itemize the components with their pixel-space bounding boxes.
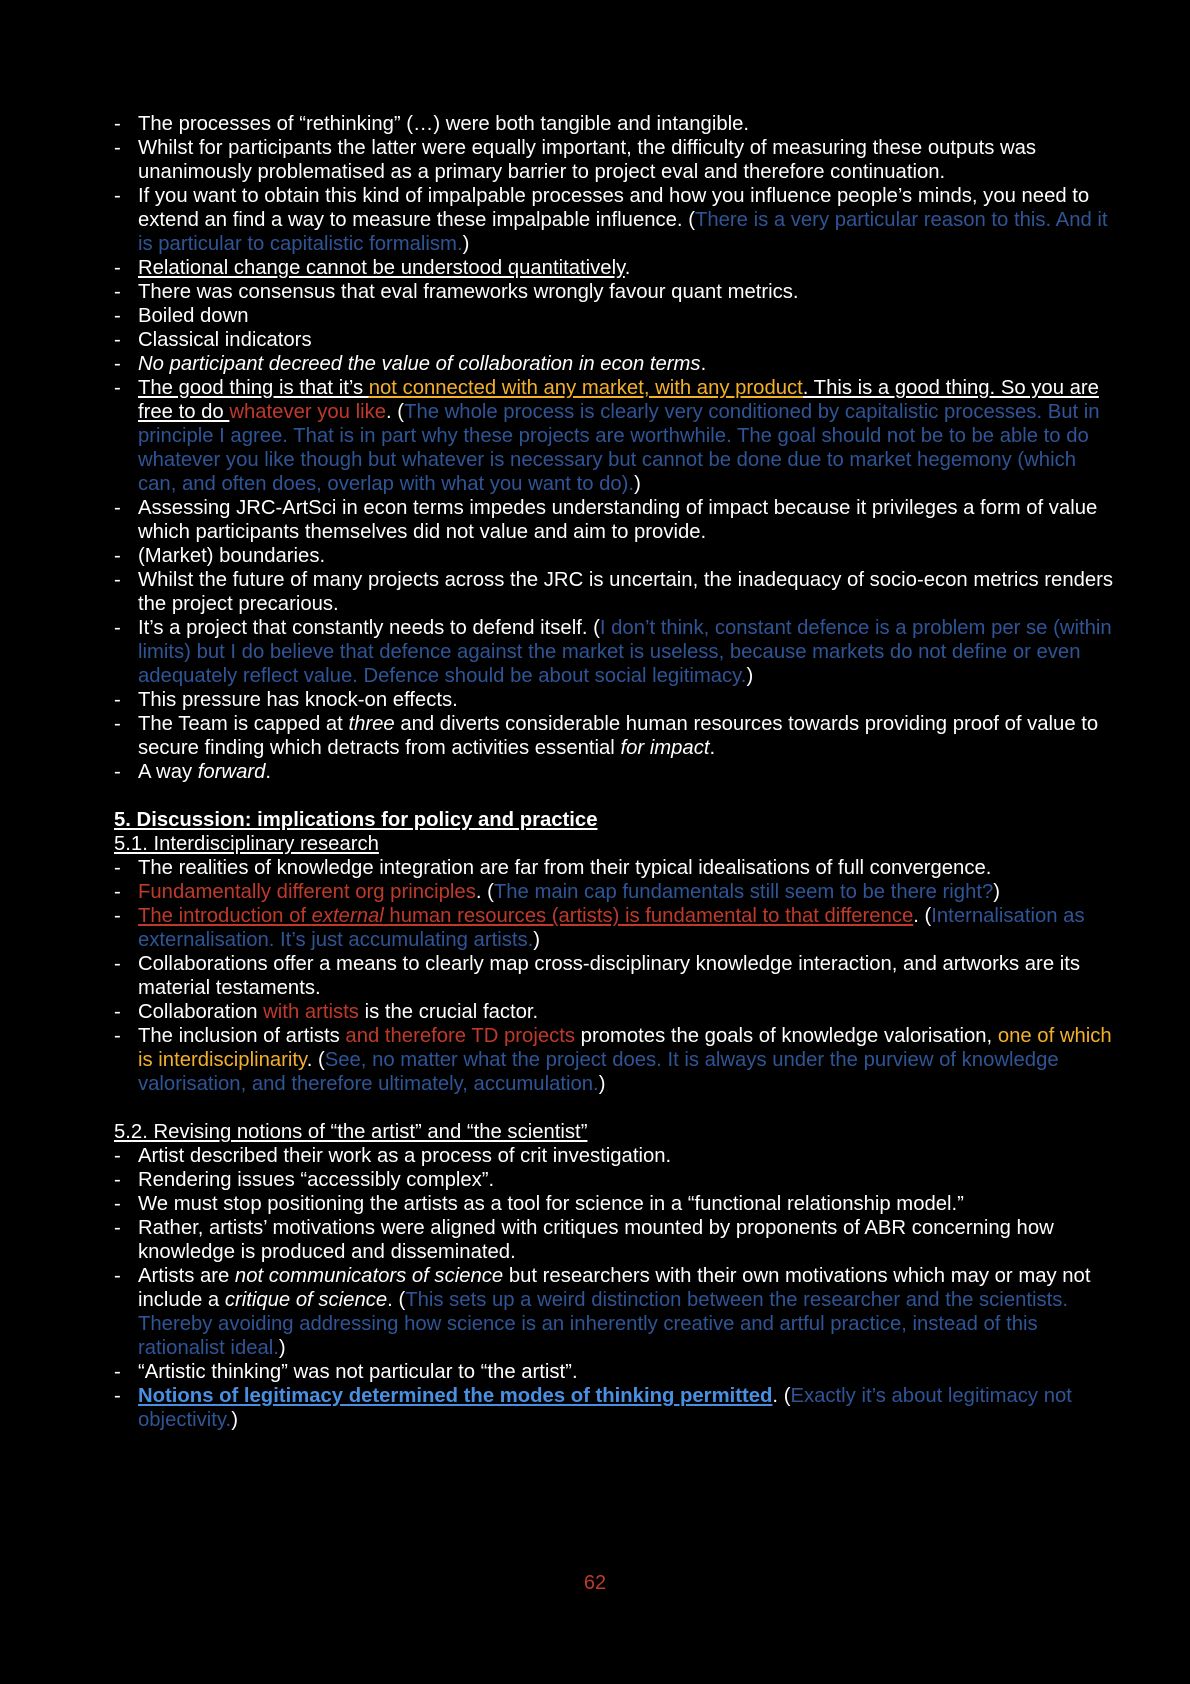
list-item: - There was consensus that eval frameworks wrongly favour quant metrics. [114,280,1114,304]
list-item: - Classical indicators [114,328,1114,352]
list-item: - Collaboration with artists is the crucial factor. [114,1000,1114,1024]
subsection-heading: 5.2. Revising notions of “the artist” and “the scientist” [114,1121,588,1143]
annotation-comment: Exactly it’s about legitimacy not objectivity. [138,1385,1072,1431]
list-item: - The realities of knowledge integration are far from their typical idealisations of full convergence. [114,856,1114,880]
list-item: - It’s a project that constantly needs to defend itself. (I don’t think, constant defence is a problem per se (within limits) but I do believe that defence against the market is useless, because markets do not define or even adequately reflect value. Defence should be about social legitimacy.) [114,616,1114,688]
annotation-comment: I don’t think, constant defence is a problem per se (within limits) but I do believe that defence against the market is useless, because markets do not define or even adequately reflect value. Defence should be about social legitimacy. [138,617,1112,687]
list-item: - A way forward. [114,760,1114,784]
section-heading: 5. Discussion: implications for policy and practice [114,809,598,831]
list-item: - Artist described their work as a process of crit investigation. [114,1144,1114,1168]
highlight-text: with artists [263,1001,359,1023]
annotation-comment: Internalisation as externalisation. It’s just accumulating artists. [138,905,1085,951]
page-number: 62 [583,1572,607,1594]
list-item: - “Artistic thinking” was not particular to “the artist”. [114,1360,1114,1384]
highlight-text: not connected with any market, with any product [368,377,803,399]
highlight-text: and therefore TD projects [345,1025,576,1047]
annotation-comment: See, no matter what the project does. It is always under the purview of knowledge valorisation, and therefore ultimately, accumulation. [138,1049,1059,1095]
list-item: - Relational change cannot be understood quantitatively. [114,256,1114,280]
list-item: - This pressure has knock-on effects. [114,688,1114,712]
list-item: - If you want to obtain this kind of impalpable processes and how you influence people’s minds, you need to extend an find a way to measure these impalpable influence. (There is a very particular reason to this. And it is particular to capitalistic formalism.) [114,184,1114,256]
subsection-heading: 5.1. Interdisciplinary research [114,833,379,855]
list-item: - Assessing JRC-ArtSci in econ terms impedes understanding of impact because it privileges a form of value which participants themselves did not value and aim to provide. [114,496,1114,544]
highlight-text: Fundamentally different org principles [138,881,476,903]
findings-list [114,112,1114,784]
annotation-comment: The whole process is clearly very conditioned by capitalistic processes. But in principle I agree. That is in part why these projects are worthwhile. The goal should not be to be able to do whatever you like though but whatever is necessary but cannot be done due to market hegemony (which can, and often does, overlap with what you want to do). [138,401,1100,495]
list-item: - The introduction of external human resources (artists) is fundamental to that difference. (Internalisation as externalisation. It’s just accumulating artists.) [114,904,1114,952]
page-content [114,112,1114,1432]
annotation-comment: There is a very particular reason to this. And it is particular to capitalistic formalism. [138,209,1108,255]
list-item: - No participant decreed the value of collaboration in econ terms. [114,352,1114,376]
list-item: - The Team is capped at three and diverts considerable human resources towards providing proof of value to secure finding which detracts from activities essential for impact. [114,712,1114,760]
revising-notions-list [114,1144,1114,1432]
list-item: - Whilst the future of many projects across the JRC is uncertain, the inadequacy of socio-econ metrics renders the project precarious. [114,568,1114,616]
list-item: - The inclusion of artists and therefore TD projects promotes the goals of knowledge valorisation, one of which is interdisciplinarity. (See, no matter what the project does. It is always under the purview of knowledge valorisation, and therefore ultimately, accumulation.) [114,1024,1114,1096]
list-item: - Collaborations offer a means to clearly map cross-disciplinary knowledge interaction, and artworks are its material testaments. [114,952,1114,1000]
list-item: - Boiled down [114,304,1114,328]
highlight-text: whatever you like [229,401,387,423]
list-item: - Rendering issues “accessibly complex”. [114,1168,1114,1192]
highlight-text: one of which is interdisciplinarity [138,1025,1112,1071]
list-item: - We must stop positioning the artists as a tool for science in a “functional relationship model.” [114,1192,1114,1216]
list-item: - Rather, artists’ motivations were aligned with critiques mounted by proponents of ABR concerning how knowledge is produced and disseminated. [114,1216,1114,1264]
annotation-comment: The main cap fundamentals still seem to be there right? [493,881,994,903]
list-item: - The processes of “rethinking” (…) were both tangible and intangible. [114,112,1114,136]
list-item: - Artists are not communicators of science but researchers with their own motivations which may or may not include a critique of science. (This sets up a weird distinction between the researcher and the scientists. Thereby avoiding addressing how science is an inherently creative and artful practice, instead of this rationalist ideal.) [114,1264,1114,1360]
list-item: - Whilst for participants the latter were equally important, the difficulty of measuring these outputs was unanimously problematised as a primary barrier to project eval and therefore continuation. [114,136,1114,184]
list-item: - Notions of legitimacy determined the modes of thinking permitted. (Exactly it’s about legitimacy not objectivity.) [114,1384,1114,1432]
highlight-text: Notions of legitimacy determined the modes of thinking permitted [138,1385,773,1407]
list-item: - The good thing is that it’s not connected with any market, with any product. This is a good thing. So you are free to do whatever you like. (The whole process is clearly very conditioned by capitalistic processes. But in principle I agree. That is in part why these projects are worthwhile. The goal should not be to be able to do whatever you like though but whatever is necessary but cannot be done due to market hegemony (which can, and often does, overlap with what you want to do).) [114,376,1114,496]
discussion-list [114,856,1114,1096]
annotation-comment: This sets up a weird distinction between the researcher and the scientists. Thereby avoiding addressing how science is an inherently creative and artful practice, instead of this rationalist ideal. [138,1289,1069,1359]
list-item: - Fundamentally different org principles. (The main cap fundamentals still seem to be there right?) [114,880,1114,904]
list-item: - (Market) boundaries. [114,544,1114,568]
